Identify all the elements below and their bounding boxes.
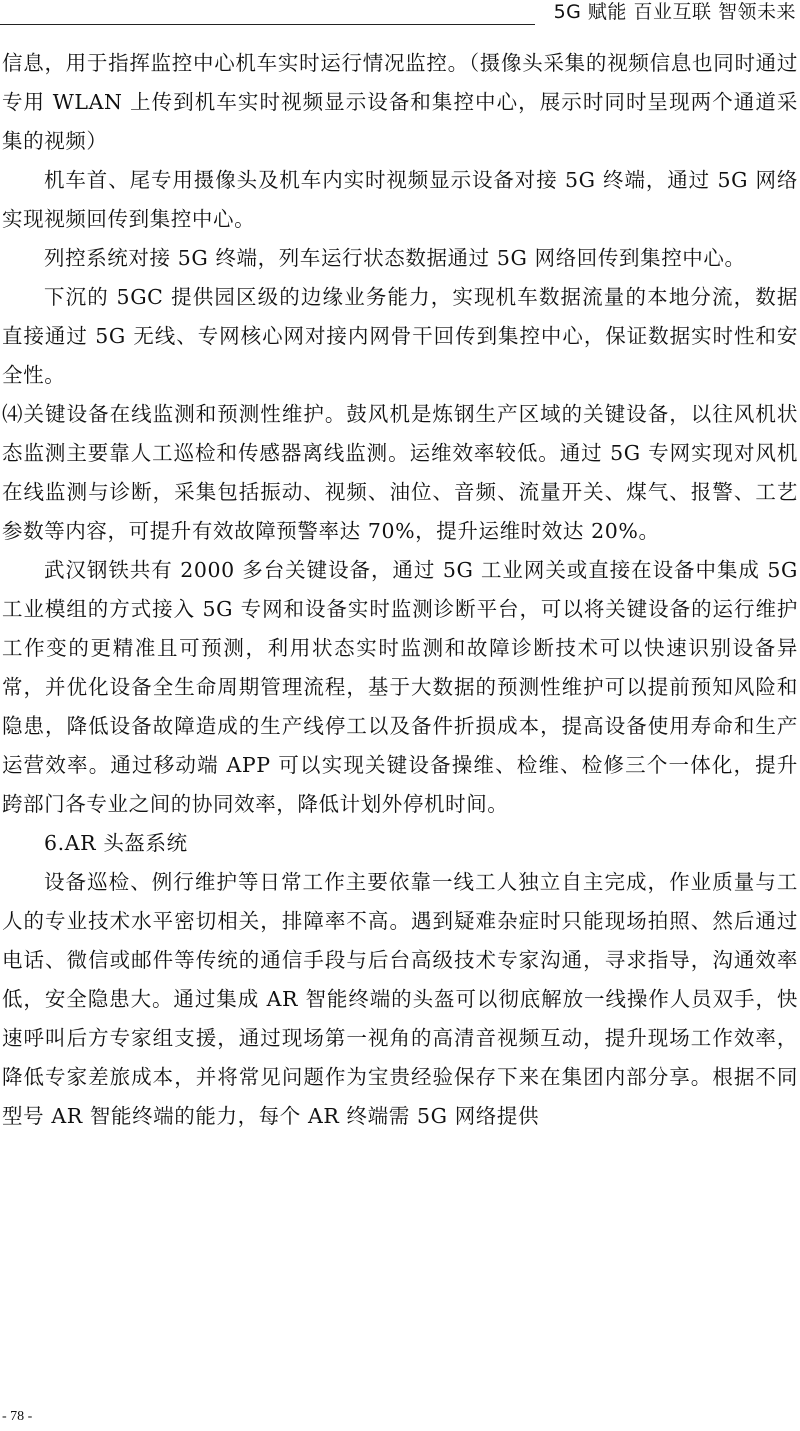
paragraph: 列控系统对接 5G 终端，列车运行状态数据通过 5G 网络回传到集控中心。 [44,246,746,270]
page-header [0,0,800,26]
paragraph: 下沉的 5GC 提供园区级的边缘业务能力，实现机车数据流量的本地分流，数据直接通过 5G 无线、专网核心网对接内网骨干回传到集控中心，保证数据实时性和安全性。 [2,285,798,387]
header-rule [0,24,535,25]
header-title: 5G 赋能 百业互联 智领未来 [553,1,796,23]
paragraph: 机车首、尾专用摄像头及机车内实时视频显示设备对接 5G 终端，通过 5G 网络实现视频回传到集控中心。 [2,168,798,231]
document-body [2,44,798,1136]
page-number: - 78 - [2,1409,33,1424]
paragraph: 设备巡检、例行维护等日常工作主要依靠一线工人独立自主完成，作业质量与工人的专业技术水平密切相关，排障率不高。遇到疑难杂症时只能现场拍照、然后通过电话、微信或邮件等传统的通信手段与后台高级技术专家沟通，寻求指导，沟通效率低，安全隐患大。通过集成 AR 智能终端的头盔可以彻底解放一线操作人员双手，快速呼叫后方专家组支援，通过现场第一视角的高清音视频互动，提升现场工作效率，降低专家差旅成本，并将常见问题作为宝贵经验保存下来在集团内部分享。根据不同型号 AR 智能终端的能力，每个 AR 终端需 5G 网络提供 [2,870,798,1128]
paragraph-numbered-item: ⑷关键设备在线监测和预测性维护。鼓风机是炼钢生产区域的关键设备，以往风机状态监测主要靠人工巡检和传感器离线监测。运维效率较低。通过 5G 专网实现对风机在线监测与诊断，采集包括振动、视频、油位、音频、流量开关、煤气、报警、工艺参数等内容，可提升有效故障预警率达 70%，提升运维时效达 20%。 [2,402,798,543]
paragraph-continuation: 信息，用于指挥监控中心机车实时运行情况监控。（摄像头采集的视频信息也同时通过专用 WLAN 上传到机车实时视频显示设备和集控中心，展示时同时呈现两个通道采集的视频） [2,51,798,153]
paragraph: 武汉钢铁共有 2000 多台关键设备，通过 5G 工业网关或直接在设备中集成 5G 工业模组的方式接入 5G 专网和设备实时监测诊断平台，可以将关键设备的运行维护工作变的更精准且可预测，利用状态实时监测和故障诊断技术可以快速识别设备异常，并优化设备全生命周期管理流程，基于大数据的预测性维护可以提前预知风险和隐患，降低设备故障造成的生产线停工以及备件折损成本，提高设备使用寿命和生产运营效率。通过移动端 APP 可以实现关键设备操维、检维、检修三个一体化，提升跨部门各专业之间的协同效率，降低计划外停机时间。 [2,558,798,816]
section-heading: 6.AR 头盔系统 [44,831,188,855]
